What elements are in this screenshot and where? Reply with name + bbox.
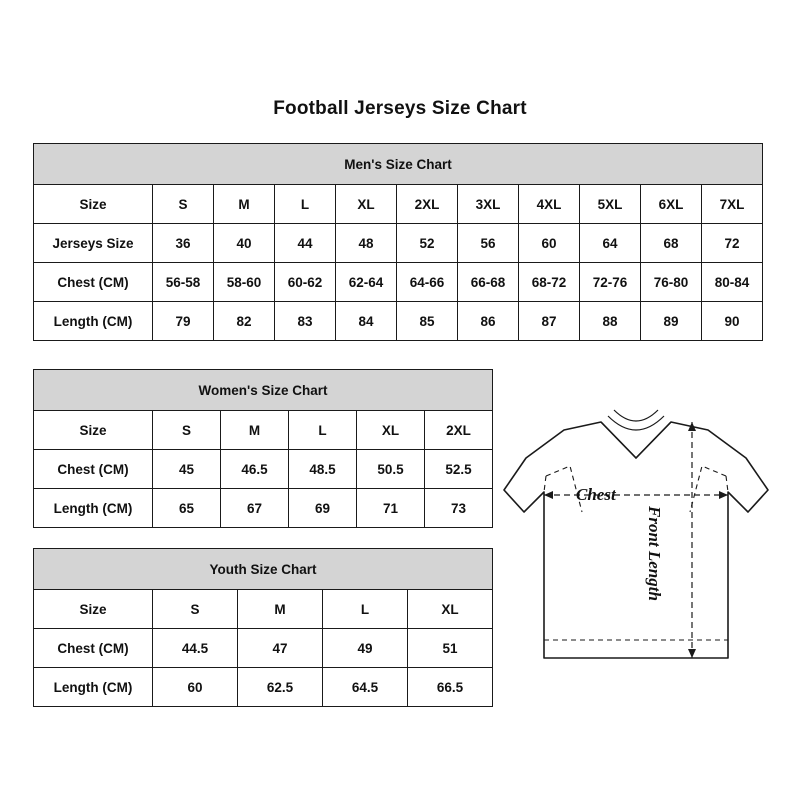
data-cell: 60-62	[275, 263, 336, 302]
data-cell: 86	[458, 302, 519, 341]
womens-size-table	[33, 369, 493, 528]
data-cell: 62-64	[336, 263, 397, 302]
table-row	[34, 590, 493, 629]
table-row	[34, 263, 763, 302]
data-cell: 87	[519, 302, 580, 341]
data-cell: 80-84	[702, 263, 763, 302]
data-cell: 85	[397, 302, 458, 341]
data-cell: 79	[153, 302, 214, 341]
column-header-cell: XL	[408, 590, 493, 629]
data-cell: 82	[214, 302, 275, 341]
column-header-cell: Size	[34, 185, 153, 224]
data-cell: 89	[641, 302, 702, 341]
data-cell: 56-58	[153, 263, 214, 302]
column-header-cell: Size	[34, 590, 153, 629]
data-cell: 84	[336, 302, 397, 341]
mens-table-title: Men's Size Chart	[34, 144, 763, 185]
data-cell: 48	[336, 224, 397, 263]
column-header-cell: XL	[357, 411, 425, 450]
table-row	[34, 411, 493, 450]
data-cell: 49	[323, 629, 408, 668]
table-header-row	[34, 370, 493, 411]
data-cell: 60	[519, 224, 580, 263]
data-cell: 44	[275, 224, 336, 263]
column-header-cell: S	[153, 411, 221, 450]
data-cell: 47	[238, 629, 323, 668]
column-header-cell: 3XL	[458, 185, 519, 224]
table-row	[34, 185, 763, 224]
data-cell: 68-72	[519, 263, 580, 302]
jersey-outline-icon	[496, 400, 786, 700]
data-cell: 45	[153, 450, 221, 489]
table-row	[34, 489, 493, 528]
data-cell: 60	[153, 668, 238, 707]
data-cell: 50.5	[357, 450, 425, 489]
column-header-cell: Size	[34, 411, 153, 450]
table-row	[34, 629, 493, 668]
data-cell: 62.5	[238, 668, 323, 707]
column-header-cell: S	[153, 590, 238, 629]
data-cell: 88	[580, 302, 641, 341]
data-cell: 65	[153, 489, 221, 528]
column-header-cell: L	[323, 590, 408, 629]
data-cell: 48.5	[289, 450, 357, 489]
row-label-cell: Chest (CM)	[34, 263, 153, 302]
row-label-cell: Length (CM)	[34, 668, 153, 707]
data-cell: 76-80	[641, 263, 702, 302]
front-length-measurement-label: Front Length	[645, 506, 664, 601]
youth-size-table	[33, 548, 493, 707]
data-cell: 66.5	[408, 668, 493, 707]
column-header-cell: S	[153, 185, 214, 224]
column-header-cell: M	[221, 411, 289, 450]
data-cell: 68	[641, 224, 702, 263]
data-cell: 64	[580, 224, 641, 263]
youth-table-title: Youth Size Chart	[34, 549, 493, 590]
table-row	[34, 450, 493, 489]
mens-size-table	[33, 143, 763, 341]
data-cell: 36	[153, 224, 214, 263]
row-label-cell: Jerseys Size	[34, 224, 153, 263]
data-cell: 46.5	[221, 450, 289, 489]
table-row	[34, 302, 763, 341]
data-cell: 52.5	[425, 450, 493, 489]
table-header-row	[34, 549, 493, 590]
data-cell: 66-68	[458, 263, 519, 302]
data-cell: 73	[425, 489, 493, 528]
column-header-cell: 5XL	[580, 185, 641, 224]
data-cell: 71	[357, 489, 425, 528]
column-header-cell: 2XL	[397, 185, 458, 224]
row-label-cell: Length (CM)	[34, 489, 153, 528]
column-header-cell: 6XL	[641, 185, 702, 224]
page-title: Football Jerseys Size Chart	[273, 98, 527, 119]
table-row	[34, 668, 493, 707]
womens-table-title: Women's Size Chart	[34, 370, 493, 411]
column-header-cell: L	[275, 185, 336, 224]
row-label-cell: Chest (CM)	[34, 450, 153, 489]
column-header-cell: 4XL	[519, 185, 580, 224]
data-cell: 58-60	[214, 263, 275, 302]
data-cell: 56	[458, 224, 519, 263]
chest-measurement-label: Chest	[576, 485, 616, 504]
column-header-cell: L	[289, 411, 357, 450]
data-cell: 90	[702, 302, 763, 341]
row-label-cell: Chest (CM)	[34, 629, 153, 668]
column-header-cell: 7XL	[702, 185, 763, 224]
data-cell: 51	[408, 629, 493, 668]
data-cell: 67	[221, 489, 289, 528]
column-header-cell: M	[238, 590, 323, 629]
data-cell: 44.5	[153, 629, 238, 668]
table-header-row	[34, 144, 763, 185]
data-cell: 64-66	[397, 263, 458, 302]
column-header-cell: 2XL	[425, 411, 493, 450]
data-cell: 69	[289, 489, 357, 528]
column-header-cell: M	[214, 185, 275, 224]
row-label-cell: Length (CM)	[34, 302, 153, 341]
jersey-measurement-diagram	[496, 400, 786, 700]
data-cell: 83	[275, 302, 336, 341]
data-cell: 40	[214, 224, 275, 263]
column-header-cell: XL	[336, 185, 397, 224]
data-cell: 72-76	[580, 263, 641, 302]
table-row	[34, 224, 763, 263]
data-cell: 52	[397, 224, 458, 263]
data-cell: 64.5	[323, 668, 408, 707]
data-cell: 72	[702, 224, 763, 263]
